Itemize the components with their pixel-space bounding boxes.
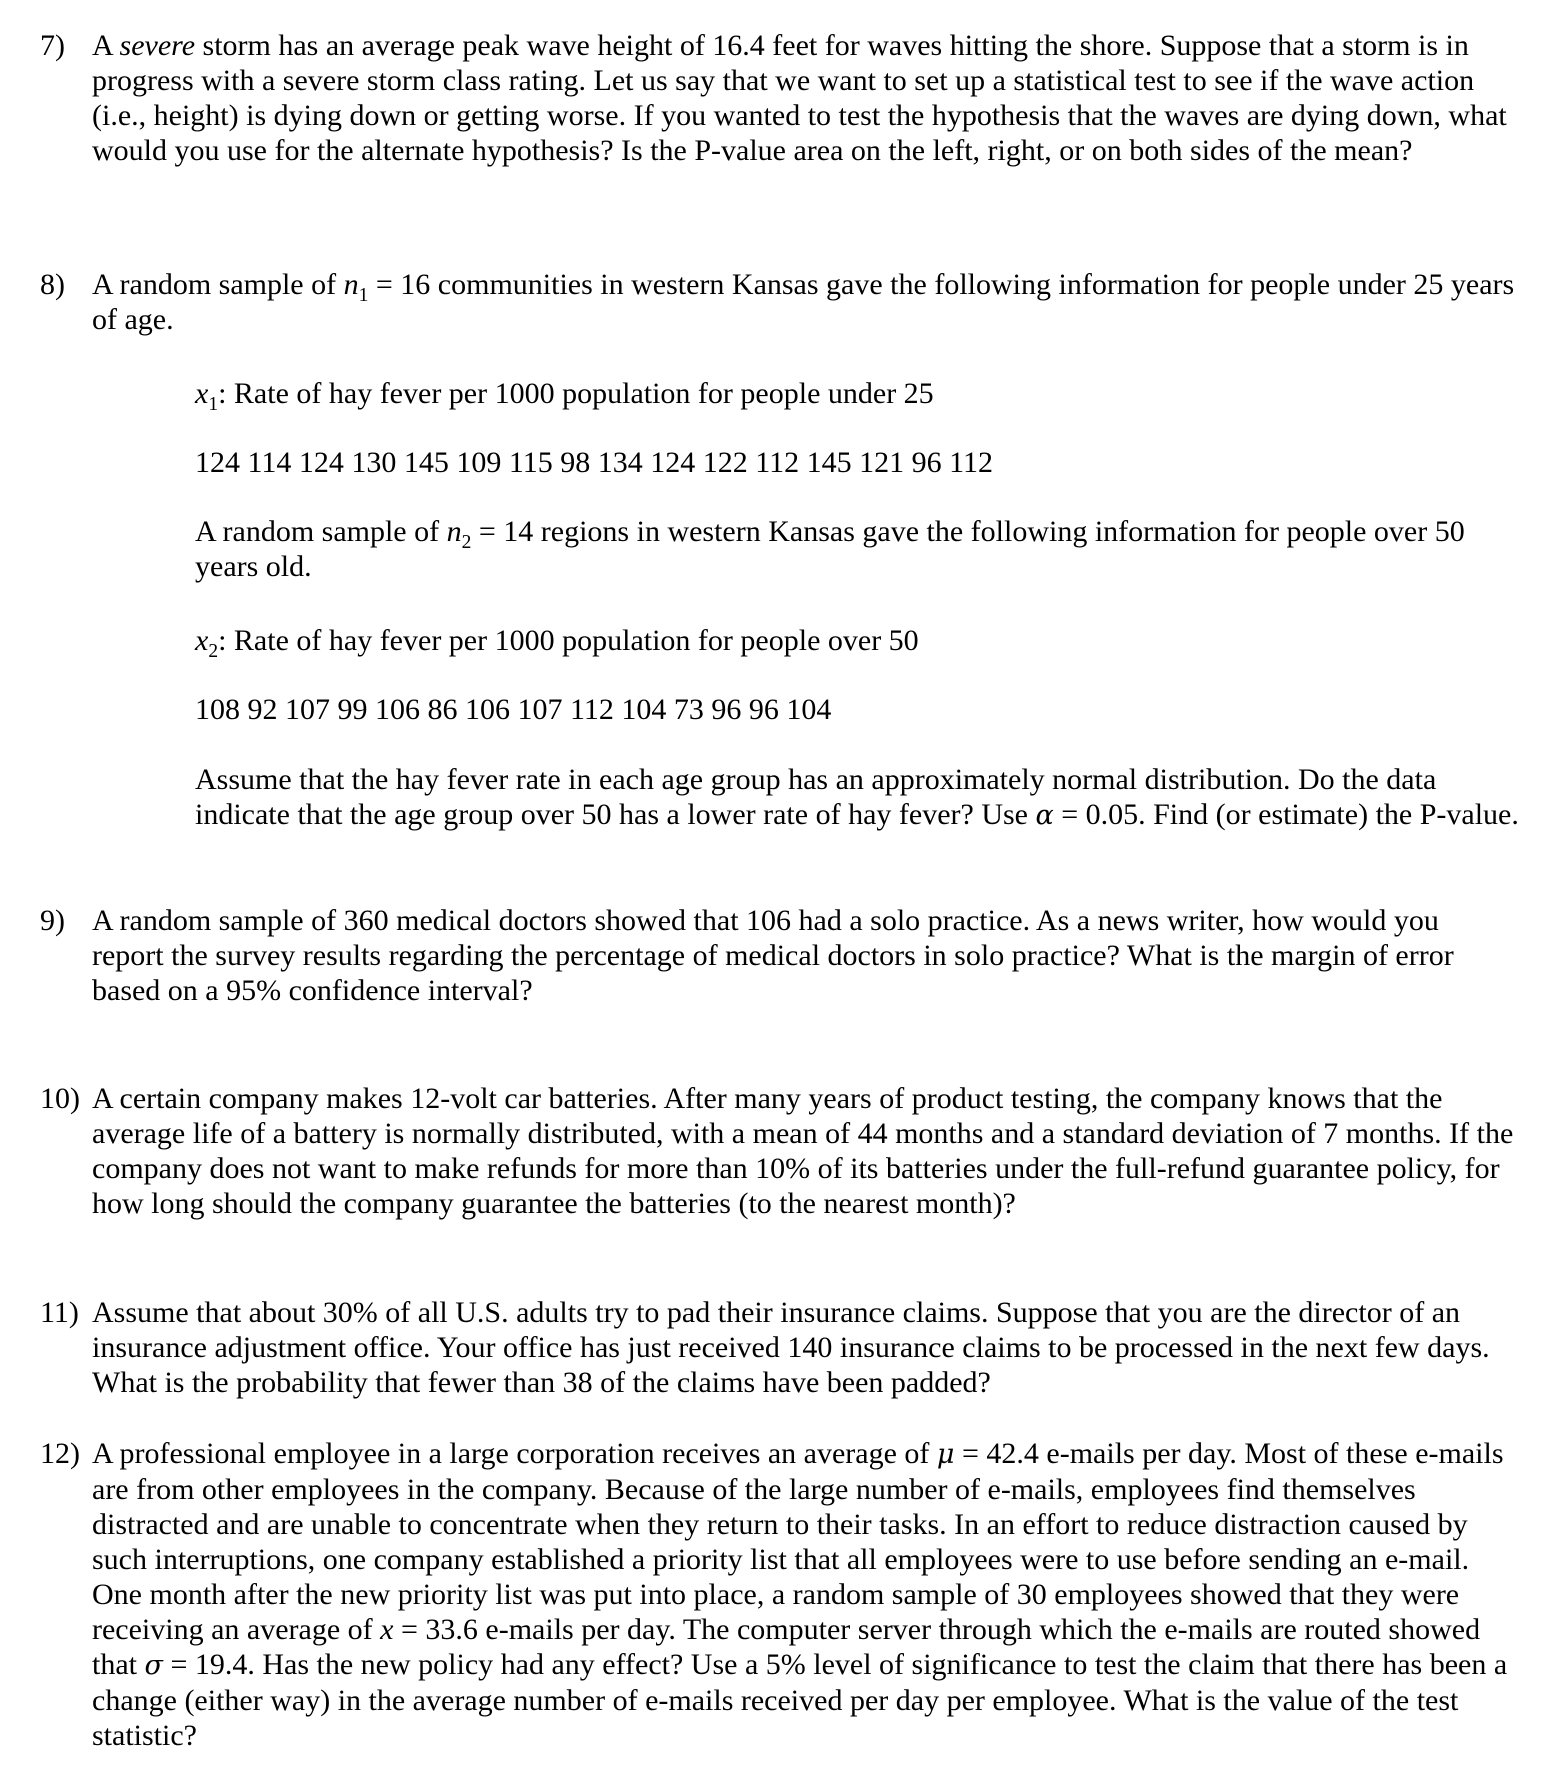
question-number: 8): [40, 268, 65, 301]
x-bar-symbol: x: [380, 1613, 394, 1646]
question-number: 9): [40, 904, 65, 937]
question-text: A severe storm has an average peak wave height of 16.4 feet for waves hitting the shore. Suppose that a storm is in progress with a severe storm class rating. Let us say that we want to set up a statistical test to see if the wave action (i.e., height) is dying down or getting worse. If you wanted to test the hypothesis that the waves are dying down, what would you use for the alternate hypothesis? Is the P-value area on the left, right, or on both sides of the mean?: [92, 29, 1507, 167]
question-number: 10): [40, 1082, 80, 1115]
x1-variable-label: $x_1$: Rate of hay fever per 1000 population for people under 25: [195, 377, 934, 415]
question-10: [40, 1081, 1515, 1221]
question-number: 12): [40, 1437, 80, 1470]
n1-variable: n: [343, 268, 359, 301]
question-12: [40, 1436, 1515, 1753]
question-number: 11): [40, 1296, 79, 1329]
n2-subscript: 2: [461, 532, 472, 553]
assumption-text: Assume that the hay fever rate in each age group has an approximately normal distribution. Do the data indicate that the age group over 50 has a lower rate of hay fever? Use α = 0.05. Find (or estimate) the P-value.: [195, 763, 1519, 831]
mu-symbol: μ: [936, 1439, 955, 1470]
x2-variable-label: $x_2$: Rate of hay fever per 1000 population for people over 50: [195, 624, 919, 662]
question-text: A random sample of $n_1 = 16$ communities in western Kansas gave the following information for people under 25 years of age.: [92, 268, 1515, 336]
n2-variable: n: [446, 515, 462, 548]
sigma-symbol: σ: [144, 1650, 163, 1681]
question-text: A certain company makes 12-volt car batteries. After many years of product testing, the company knows that the average life of a battery is normally distributed, with a mean of 44 months and a standard deviation of 7 months. If the company does not want to make refunds for more than 10% of its batteries under the full-refund guarantee policy, for how long should the company guarantee the batteries (to the nearest month)?: [92, 1082, 1514, 1220]
n1-subscript: 1: [358, 285, 369, 306]
second-sample-text: A random sample of $n_2 = 14$ regions in western Kansas gave the following information for people over 50 years old.: [195, 515, 1465, 583]
question-11: [40, 1295, 1515, 1400]
question-text: A professional employee in a large corporation receives an average of μ = 42.4 e-mails per day. Most of these e-mails are from other employees in the company. Because of the large number of e-mails, employees find themselves distracted and are unable to concentrate when they return to their tasks. In an effort to reduce distraction caused by such interruptions, one company established a priority list that all employees were to use before sending an e-mail. One month after the new priority list was put into place, a random sample of 30 employees showed that they were receiving an average of x = 33.6 e-mails per day. The computer server through which the e-mails are routed showed that σ = 19.4. Has the new policy had any effect? Use a 5% level of significance to test the claim that there has been a change (either way) in the average number of e-mails received per day per employee. What is the value of the test statistic?: [92, 1437, 1508, 1752]
emphasis-word: severe: [119, 29, 196, 62]
x1-data-values: 124 114 124 130 145 109 115 98 134 124 122 112 145 121 96 112: [195, 446, 994, 479]
x2-data-values: 108 92 107 99 106 86 106 107 112 104 73 96 96 104: [195, 693, 832, 726]
question-7: [40, 28, 1515, 168]
question-9: [40, 903, 1515, 1008]
question-text: A random sample of 360 medical doctors showed that 106 had a solo practice. As a news writer, how would you report the survey results regarding the percentage of medical doctors in solo practice? What is the margin of error based on a 95% confidence interval?: [92, 904, 1454, 1007]
question-number: 7): [40, 29, 65, 62]
question-8: [40, 267, 1515, 337]
question-text: Assume that about 30% of all U.S. adults try to pad their insurance claims. Suppose that you are the director of an insurance adjustment office. Your office has just received 140 insurance claims to be processed in the next few days. What is the probability that fewer than 38 of the claims have been padded?: [92, 1296, 1490, 1399]
alpha-symbol: α: [1035, 800, 1054, 831]
